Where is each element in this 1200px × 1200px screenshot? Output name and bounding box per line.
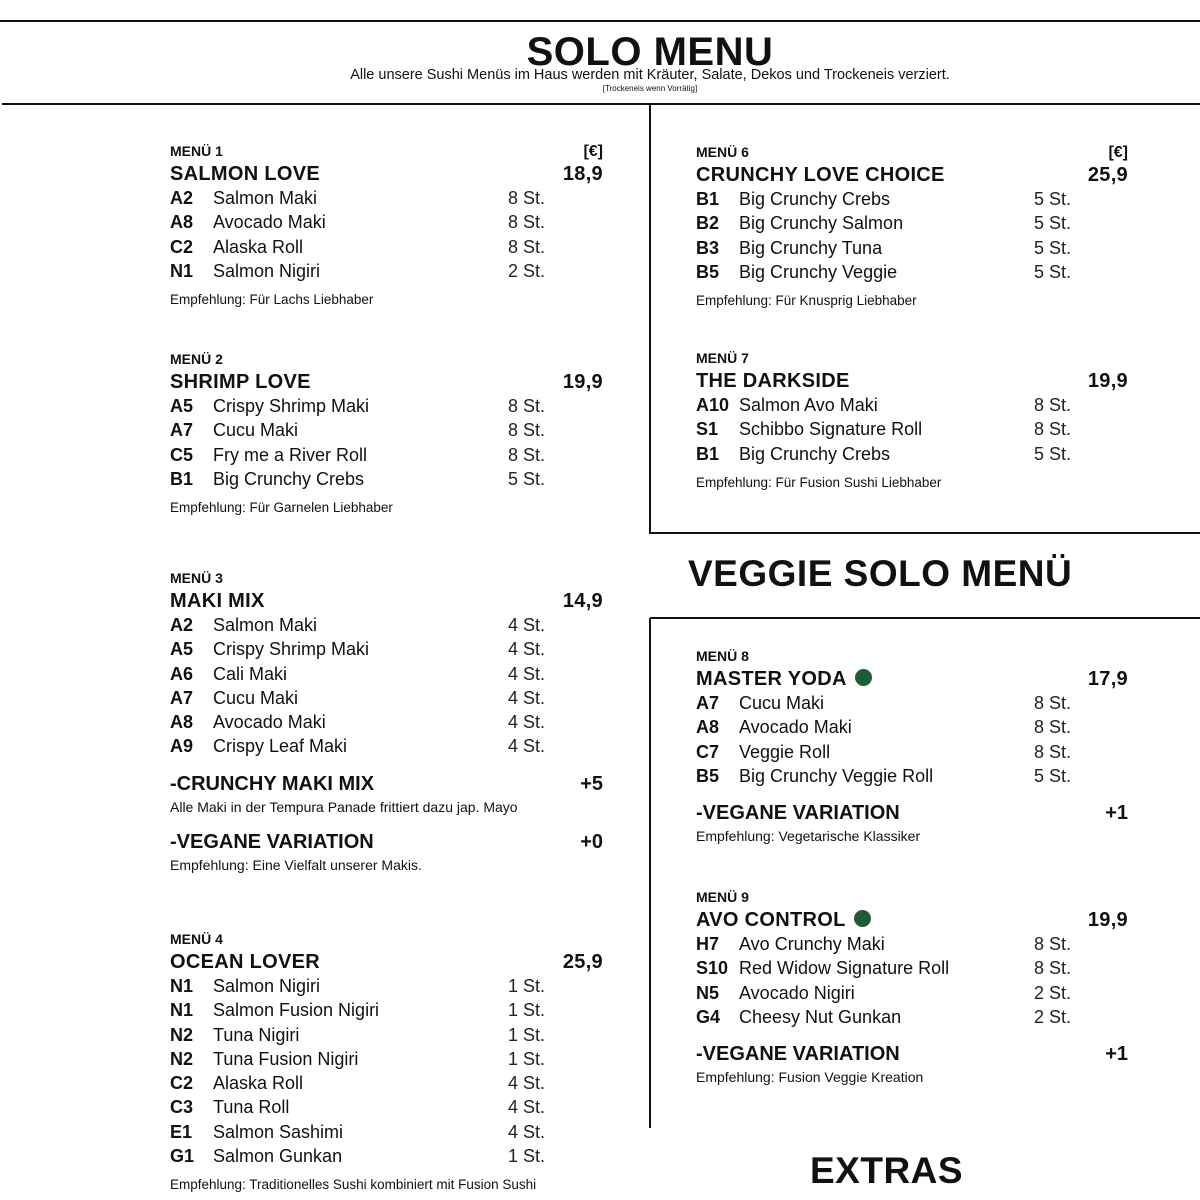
item-name: Salmon Nigiri xyxy=(213,260,321,281)
item-quantity: 2 St. xyxy=(1034,982,1072,1003)
item-name: Cucu Maki xyxy=(739,693,825,713)
item-quantity: 8 St. xyxy=(508,236,546,257)
item-code: A6 xyxy=(170,663,194,684)
item-code: N5 xyxy=(696,982,720,1003)
item-code: B1 xyxy=(696,189,720,209)
variation-price: +0 xyxy=(580,830,603,853)
menu-item xyxy=(170,1047,603,1071)
item-quantity: 5 St. xyxy=(1034,237,1072,258)
item-name: Cucu Maki xyxy=(213,687,299,708)
menu-label: MENÜ 7 xyxy=(696,350,749,366)
item-quantity: 4 St. xyxy=(508,1073,546,1094)
menu-label: MENÜ 8 xyxy=(696,648,749,664)
menu-item xyxy=(170,1095,603,1119)
menu-item xyxy=(696,691,1128,715)
item-name: Red Widow Signature Roll xyxy=(739,958,950,979)
menu-label: MENÜ 3 xyxy=(170,570,223,586)
item-name: Big Crunchy Veggie Roll xyxy=(739,765,934,786)
variation-price: +1 xyxy=(1105,1043,1128,1066)
item-name: Salmon Gunkan xyxy=(213,1146,343,1167)
item-quantity: 8 St. xyxy=(1034,693,1072,713)
menu-item xyxy=(170,235,603,259)
item-quantity: 4 St. xyxy=(508,615,546,635)
column-divider-top xyxy=(649,104,651,534)
item-name: Salmon Nigiri xyxy=(213,976,321,996)
menu-item xyxy=(170,418,603,442)
recommendation: Empfehlung: Traditionelles Sushi kombiniert mit Fusion Sushi xyxy=(170,1177,537,1193)
variation-description: Empfehlung: Vegetarische Klassiker xyxy=(696,828,921,845)
item-name: Big Crunchy Crebs xyxy=(739,443,891,464)
menu-item xyxy=(696,956,1128,980)
menu-name: SHRIMP LOVE 19,9 xyxy=(170,371,603,393)
page-note: [Trockeneis wenn Vorrätig] xyxy=(602,84,698,93)
variation-description: Empfehlung: Fusion Veggie Kreation xyxy=(696,1069,924,1086)
item-quantity: 8 St. xyxy=(508,188,546,208)
item-name: Salmon Fusion Nigiri xyxy=(213,1000,380,1021)
menu-item xyxy=(170,734,603,758)
menu-item xyxy=(696,1005,1128,1029)
item-name: Cucu Maki xyxy=(213,420,299,441)
menu-item xyxy=(170,259,603,283)
item-quantity: 2 St. xyxy=(1034,1006,1072,1027)
item-name: Avocado Maki xyxy=(213,212,326,233)
page-title: SOLO MENU xyxy=(526,30,774,74)
menu-item xyxy=(696,211,1128,235)
item-code: N1 xyxy=(170,260,194,281)
menu-1 xyxy=(170,141,603,310)
item-quantity: 4 St. xyxy=(508,687,546,708)
item-code: B2 xyxy=(696,213,720,234)
item-quantity: 8 St. xyxy=(1034,717,1072,738)
variation: -VEGANE VARIATION +1 xyxy=(696,1043,1128,1066)
menu-price: 14,9 xyxy=(562,590,603,612)
item-quantity: 8 St. xyxy=(1034,958,1072,979)
item-name: Alaska Roll xyxy=(213,236,304,257)
menu-name: THE DARKSIDE 19,9 xyxy=(696,370,1128,392)
menu-label: MENÜ 2 xyxy=(170,351,223,367)
menu-item xyxy=(170,1144,603,1168)
item-quantity: 1 St. xyxy=(508,1000,546,1021)
item-name: Cheesy Nut Gunkan xyxy=(739,1006,902,1027)
item-code: S10 xyxy=(696,958,729,979)
item-code: E1 xyxy=(170,1121,193,1142)
item-code: B3 xyxy=(696,237,720,258)
veggie-section-title: VEGGIE SOLO MENÜ xyxy=(688,553,1073,594)
item-code: A9 xyxy=(170,736,194,757)
item-name: Big Crunchy Veggie xyxy=(739,261,898,282)
currency-label: [€] xyxy=(583,143,603,160)
item-name: Veggie Roll xyxy=(739,741,831,762)
menu-item xyxy=(170,443,603,467)
menu-name: MAKI MIX 14,9 xyxy=(170,590,603,612)
menu-price: 17,9 xyxy=(1087,668,1128,690)
recommendation: Empfehlung: Für Fusion Sushi Liebhaber xyxy=(696,474,942,490)
header-rule xyxy=(2,103,1200,105)
item-code: B5 xyxy=(696,261,720,282)
menu-item xyxy=(696,442,1128,466)
recommendation: Empfehlung: Für Garnelen Liebhaber xyxy=(170,500,393,516)
item-quantity: 5 St. xyxy=(508,468,546,489)
menu-item xyxy=(170,998,603,1022)
item-quantity: 8 St. xyxy=(1034,395,1072,415)
menu-price: 19,9 xyxy=(562,371,603,393)
menu-item xyxy=(170,1023,603,1047)
menu-item xyxy=(696,981,1128,1005)
item-quantity: 8 St. xyxy=(1034,419,1072,440)
item-quantity: 8 St. xyxy=(508,420,546,441)
item-name: Salmon Sashimi xyxy=(213,1121,344,1142)
menu-name: SALMON LOVE 18,9 xyxy=(170,163,603,185)
top-rule xyxy=(0,20,1200,22)
menu-item xyxy=(170,662,603,686)
item-name: Big Crunchy Crebs xyxy=(739,189,891,209)
item-name: Crispy Shrimp Maki xyxy=(213,396,370,416)
menu-name: MASTER YODA 17,9 xyxy=(696,668,1128,690)
item-quantity: 1 St. xyxy=(508,1048,546,1069)
item-quantity: 5 St. xyxy=(1034,213,1072,234)
item-code: C3 xyxy=(170,1097,194,1118)
item-name: Avocado Nigiri xyxy=(739,982,855,1003)
menu-item xyxy=(696,715,1128,739)
menu-label: MENÜ 9 xyxy=(696,889,749,905)
item-name: Schibbo Signature Roll xyxy=(739,419,923,440)
item-quantity: 4 St. xyxy=(508,663,546,684)
item-name: Alaska Roll xyxy=(213,1073,304,1094)
item-name: Salmon Maki xyxy=(213,188,318,208)
variation: -VEGANE VARIATION +1 xyxy=(696,802,1128,825)
item-code: A7 xyxy=(696,693,720,713)
menu-item xyxy=(696,932,1128,956)
menu-3 xyxy=(170,568,603,875)
item-name: Crispy Leaf Maki xyxy=(213,736,348,757)
item-code: A5 xyxy=(170,396,194,416)
menu-item xyxy=(170,710,603,734)
item-code: C2 xyxy=(170,236,194,257)
menu-price: 25,9 xyxy=(1087,164,1128,186)
item-quantity: 1 St. xyxy=(508,1024,546,1045)
menu-item xyxy=(696,187,1128,211)
menu-label: MENÜ 4 xyxy=(170,931,223,947)
item-quantity: 4 St. xyxy=(508,712,546,733)
menu-item xyxy=(170,1071,603,1095)
menu-item xyxy=(170,1120,603,1144)
item-quantity: 4 St. xyxy=(508,736,546,757)
item-quantity: 2 St. xyxy=(508,260,546,281)
recommendation: Empfehlung: Für Lachs Liebhaber xyxy=(170,292,374,308)
menu-item xyxy=(170,186,603,210)
item-code: A10 xyxy=(696,395,730,415)
item-code: G1 xyxy=(170,1146,195,1167)
menu-6 xyxy=(696,142,1128,311)
variation-price: +1 xyxy=(1105,802,1128,825)
menu-price: 19,9 xyxy=(1087,909,1128,931)
item-code: A2 xyxy=(170,615,194,635)
item-code: C7 xyxy=(696,741,720,762)
item-name: Avo Crunchy Maki xyxy=(739,934,885,954)
item-code: N2 xyxy=(170,1048,194,1069)
item-code: A7 xyxy=(170,420,194,441)
item-name: Big Crunchy Tuna xyxy=(739,237,883,258)
variation-price: +5 xyxy=(580,772,603,795)
item-quantity: 4 St. xyxy=(508,1121,546,1142)
menu-4 xyxy=(170,929,603,1195)
item-name: Avocado Maki xyxy=(213,712,326,733)
recommendation: Empfehlung: Für Knusprig Liebhaber xyxy=(696,293,917,309)
menu-item xyxy=(170,210,603,234)
menu-7 xyxy=(696,348,1128,493)
item-quantity: 4 St. xyxy=(508,639,546,660)
menu-item xyxy=(170,467,603,491)
item-name: Tuna Roll xyxy=(213,1097,290,1118)
item-quantity: 4 St. xyxy=(508,1097,546,1118)
item-code: G4 xyxy=(696,1006,721,1027)
vegan-dot-icon xyxy=(855,669,872,686)
item-quantity: 8 St. xyxy=(1034,741,1072,762)
menu-item xyxy=(696,740,1128,764)
item-quantity: 5 St. xyxy=(1034,765,1072,786)
item-code: B5 xyxy=(696,765,720,786)
item-code: H7 xyxy=(696,934,720,954)
menu-item xyxy=(170,686,603,710)
item-code: C2 xyxy=(170,1073,194,1094)
page-subtitle: Alle unsere Sushi Menüs im Haus werden mit Kräuter, Salate, Dekos und Trockeneis verziert. xyxy=(350,67,950,83)
item-code: A7 xyxy=(170,687,194,708)
item-quantity: 1 St. xyxy=(508,1146,546,1167)
item-name: Big Crunchy Crebs xyxy=(213,468,365,489)
column-divider-bottom xyxy=(649,618,651,1128)
item-quantity: 5 St. xyxy=(1034,443,1072,464)
menu-item xyxy=(170,394,603,418)
variation: -VEGANE VARIATION +0 xyxy=(170,830,603,853)
menu-9 xyxy=(696,887,1128,1087)
menu-name: CRUNCHY LOVE CHOICE 25,9 xyxy=(696,164,1128,186)
menu-item xyxy=(170,613,603,637)
item-quantity: 8 St. xyxy=(508,444,546,465)
item-code: A8 xyxy=(696,717,720,738)
item-code: C5 xyxy=(170,444,194,465)
item-code: A2 xyxy=(170,188,194,208)
item-quantity: 5 St. xyxy=(1034,189,1072,209)
menu-price: 18,9 xyxy=(562,163,603,185)
menu-item xyxy=(170,974,603,998)
item-name: Crispy Shrimp Maki xyxy=(213,639,370,660)
item-quantity: 8 St. xyxy=(1034,934,1072,954)
menu-item xyxy=(696,417,1128,441)
menu-name: AVO CONTROL 19,9 xyxy=(696,909,1128,931)
item-name: Fry me a River Roll xyxy=(213,444,368,465)
menu-label: MENÜ 1 [€] xyxy=(170,143,603,160)
item-name: Big Crunchy Salmon xyxy=(739,213,904,234)
variation-description: Empfehlung: Eine Vielfalt unserer Makis. xyxy=(170,856,422,873)
item-quantity: 1 St. xyxy=(508,976,546,996)
item-quantity: 8 St. xyxy=(508,396,546,416)
item-code: B1 xyxy=(696,443,720,464)
menu-item xyxy=(696,260,1128,284)
item-code: A8 xyxy=(170,712,194,733)
item-code: B1 xyxy=(170,468,194,489)
vegan-dot-icon xyxy=(854,910,871,927)
menu-label: MENÜ 6 [€] xyxy=(696,144,1128,161)
variation: -CRUNCHY MAKI MIX +5 xyxy=(170,772,603,795)
item-code: S1 xyxy=(696,419,719,440)
menu-price: 25,9 xyxy=(562,951,603,973)
extras-section-title: EXTRAS xyxy=(810,1150,964,1191)
variation-description: Alle Maki in der Tempura Panade frittiert dazu jap. Mayo xyxy=(170,798,518,815)
item-name: Salmon Avo Maki xyxy=(739,395,878,415)
item-name: Tuna Fusion Nigiri xyxy=(213,1048,359,1069)
item-code: A5 xyxy=(170,639,194,660)
menu-item xyxy=(696,236,1128,260)
menu-item xyxy=(696,764,1128,788)
item-quantity: 5 St. xyxy=(1034,261,1072,282)
item-name: Salmon Maki xyxy=(213,615,318,635)
veggie-top-rule xyxy=(650,532,1200,534)
item-quantity: 8 St. xyxy=(508,212,546,233)
item-code: A8 xyxy=(170,212,194,233)
item-code: N1 xyxy=(170,976,194,996)
menu-2 xyxy=(170,349,603,518)
currency-label: [€] xyxy=(1108,144,1128,161)
item-name: Tuna Nigiri xyxy=(213,1024,300,1045)
menu-name: OCEAN LOVER 25,9 xyxy=(170,951,603,973)
veggie-bottom-rule xyxy=(650,617,1200,619)
menu-item xyxy=(170,637,603,661)
menu-8 xyxy=(696,646,1128,846)
item-code: N2 xyxy=(170,1024,194,1045)
item-code: N1 xyxy=(170,1000,194,1021)
menu-price: 19,9 xyxy=(1087,370,1128,392)
menu-item xyxy=(696,393,1128,417)
item-name: Cali Maki xyxy=(213,663,288,684)
item-name: Avocado Maki xyxy=(739,717,852,738)
